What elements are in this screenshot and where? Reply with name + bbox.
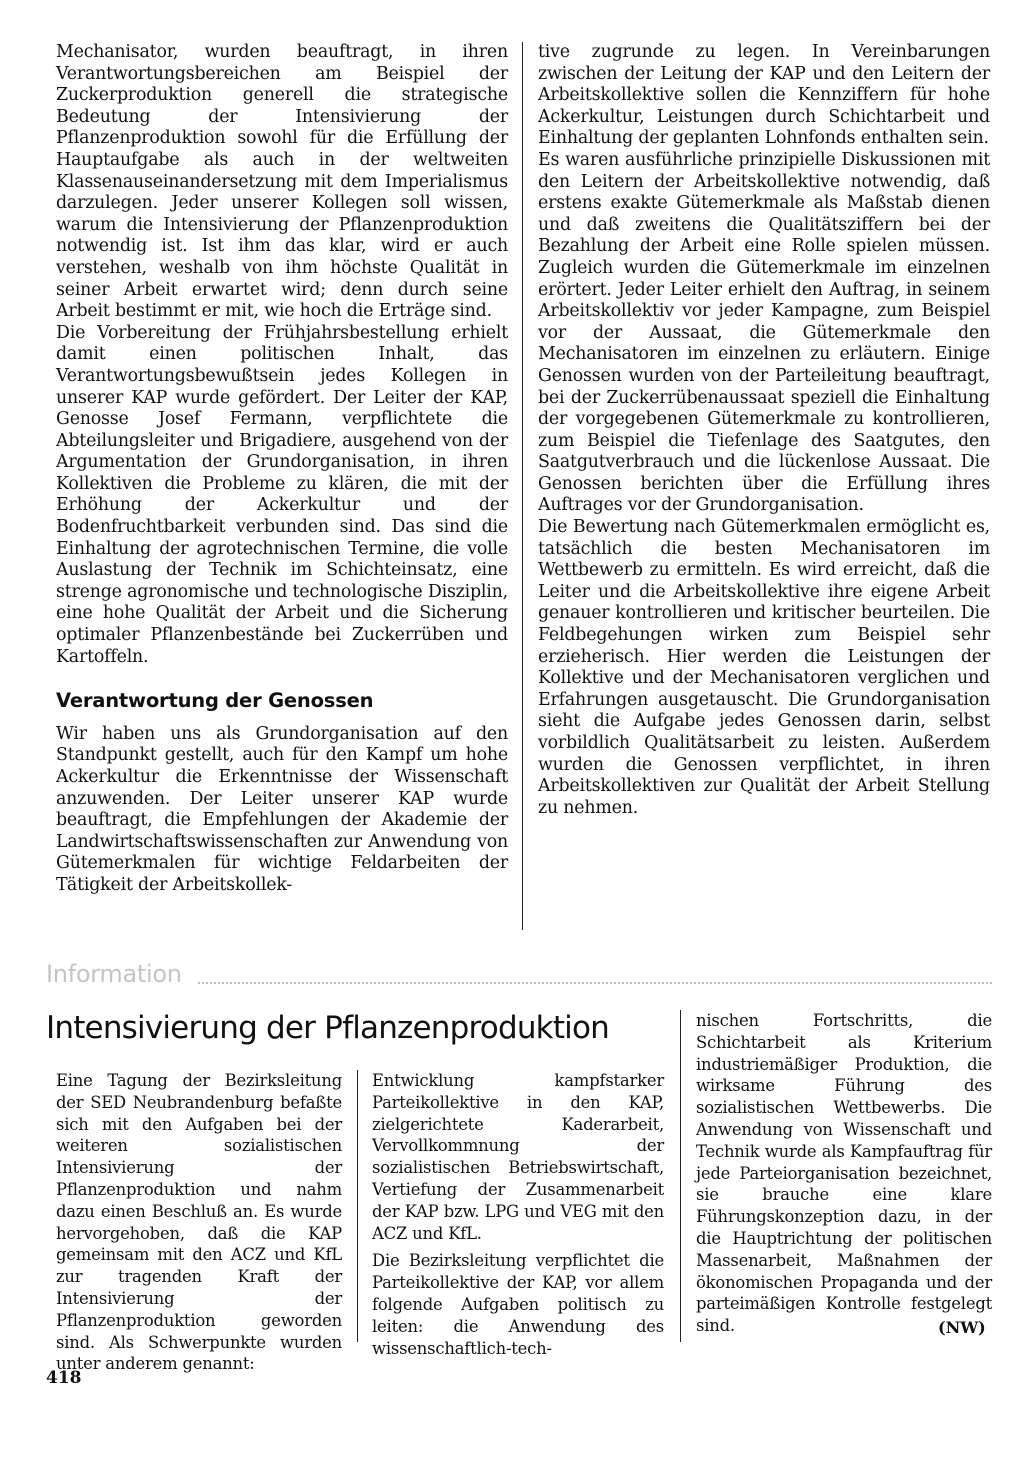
information-banner <box>46 960 992 994</box>
paragraph: Die Vorbereitung der Frühjahrsbestellung erhielt damit einen politischen Inhalt, das Verantwortungsbewußtsein jedes Kollegen in unserer KAP wurde gefördert. Der Leiter der KAP, Genosse Josef Fermann, verpflichtete die Abteilungsleiter und Brigadiere, ausgehend von der Argumentation der Grundorganisation, in ihren Kollektiven die Probleme zu klären, die mit der Erhöhung der Ackerkultur und der Bodenfruchtbarkeit verbunden sind. Das sind die Einhaltung der agrotechnischen Termine, die volle Auslastung der Technik im Schichteinsatz, eine strenge agronomische und technologische Disziplin, eine hohe Qualität der Arbeit und die Sicherung optimaler Pflanzenbestände bei Zuckerrüben und Kartoffeln. <box>56 322 508 667</box>
article-column-right <box>538 42 990 819</box>
column-divider <box>357 1070 358 1342</box>
info-column-1 <box>56 1070 342 1375</box>
information-heading: Intensivierung der Pflanzenproduktion <box>46 1010 610 1046</box>
article-column-left <box>56 42 508 897</box>
author-signature: (NW) <box>938 1318 986 1337</box>
paragraph: nischen Fortschritts, die Schichtarbeit als Kriterium industriemäßiger Produktion, die wirksame Führung des sozialistischen Wettbewerbs. Die Anwendung von Wissenschaft und Technik wurde als Kampfauftrag für jede Parteiorganisation bezeichnet, sie brauche eine klare Führungskonzeption dazu, in der die Hauptrichtung der politischen Massenarbeit, Maßnahmen der ökonomischen Propaganda und der parteimäßigen Kontrolle festgelegt sind. <box>696 1011 992 1336</box>
paragraph: Entwicklung kampfstarker Parteikollektive in den KAP, zielgerichtete Kaderarbeit, Vervollkommnung der sozialistischen Betriebswirtschaft, Vertiefung der Zusammenarbeit der KAP bzw. LPG und VEG mit den ACZ und KfL. <box>372 1071 664 1243</box>
paragraph: Die Bezirksleitung verpflichtet die Parteikollektive der KAP, vor allem folgende Aufgaben politisch zu leiten: die Anwendung des wissenschaftlich-tech- <box>372 1251 664 1358</box>
paragraph: Eine Tagung der Bezirksleitung der SED Neubrandenburg befaßte sich mit den Aufgaben bei der weiteren sozialistischen Intensivierung der Pflanzenproduktion und nahm dazu einen Beschluß an. Es wurde hervorgehoben, daß die KAP gemeinsam mit den ACZ und KfL zur tragenden Kraft der Intensivierung der Pflanzenproduktion geworden sind. Als Schwerpunkte wurden unter anderem genannt: <box>56 1071 342 1374</box>
paragraph: Es waren ausführliche prinzipielle Diskussionen mit den Leitern der Arbeitskollektive notwendig, daß erstens exakte Gütemerkmale als Maßstab dienen und daß zweitens die Qualitätsziffern bei der Bezahlung der Arbeit eine Rolle spielen müssen. Zugleich wurden die Gütemerkmale im einzelnen erörtert. Jeder Leiter erhielt den Auftrag, in seinem Arbeitskollektiv vor jeder Kampagne, zum Beispiel vor der Aussaat, die Gütemerkmale den Mechanisatoren im einzelnen zu erläutern. Einige Genossen wurden von der Parteileitung beauftragt, bei der Zuckerrübenaussaat speziell die Einhaltung der vorgegebenen Gütemerkmale zu kontrollieren, zum Beispiel die Tiefenlage des Saatgutes, den Saatgutverbrauch und die lückenlose Aussaat. Die Genossen berichten über die Erfüllung ihres Auftrages vor der Grundorganisation. <box>538 149 990 516</box>
section-heading: Verantwortung der Genossen <box>56 689 374 713</box>
paragraph: Die Bewertung nach Gütemerkmalen ermöglicht es, tatsächlich die besten Mechanisatoren im Wettbewerb zu ermitteln. Es wird erreicht, daß die Leiter und die Arbeitskollektive ihre eigene Arbeit genauer kontrollieren und kritischer beurteilen. Die Feldbegehungen wirken zum Beispiel sehr erzieherisch. Hier werden die Leistungen der Kollektive und der Mechanisatoren verglichen und Erfahrungen ausgetauscht. Die Grundorganisation sieht die Aufgabe jedes Genossen darin, selbst vorbildlich Qualitätsarbeit zu leisten. Außerdem wurden die Genossen verpflichtet, in ihren Arbeitskollektiven zur Qualität der Arbeit Stellung zu nehmen. <box>538 517 990 818</box>
paragraph: tive zugrunde zu legen. In Vereinbarungen zwischen der Leitung der KAP und den Leitern der Arbeitskollektive sollen die Kennziffern für hohe Ackerkultur, Leistungen durch Schichtarbeit und Einhaltung der geplanten Lohnfonds enthalten sein. <box>538 42 990 149</box>
paragraph: Mechanisator, wurden beauftragt, in ihren Verantwortungsbereichen am Beispiel der Zuckerproduktion generell die strategische Bedeutung der Intensivierung der Pflanzenproduktion sowohl für die Erfüllung der Hauptaufgabe als auch in der weltweiten Klassenauseinandersetzung mit dem Imperialismus darzulegen. Jeder unserer Kollegen soll wissen, warum die Intensivierung der Pflanzenproduktion notwendig ist. Ist ihm das klar, wird er auch verstehen, weshalb von ihm höchste Qualität in seiner Arbeit erwartet wird; denn durch seine Arbeit bestimmt er mit, wie hoch die Erträge sind. <box>56 42 508 322</box>
column-divider <box>680 1010 681 1342</box>
info-column-3 <box>696 1010 992 1337</box>
paragraph: Wir haben uns als Grundorganisation auf den Standpunkt gestellt, auch für den Kampf um hohe Ackerkultur die Erkenntnisse der Wissenschaft anzuwenden. Der Leiter unserer KAP wurde beauftragt, die Empfehlungen der Akademie der Landwirtschaftswissenschaften zur Anwendung von Gütemerkmalen für wichtige Feldarbeiten der Tätigkeit der Arbeitskollek- <box>56 723 508 895</box>
information-label: Information <box>46 960 182 988</box>
info-column-2 <box>372 1070 664 1359</box>
column-divider <box>522 42 523 930</box>
dotted-rule <box>198 982 992 984</box>
page-number: 418 <box>46 1368 82 1388</box>
